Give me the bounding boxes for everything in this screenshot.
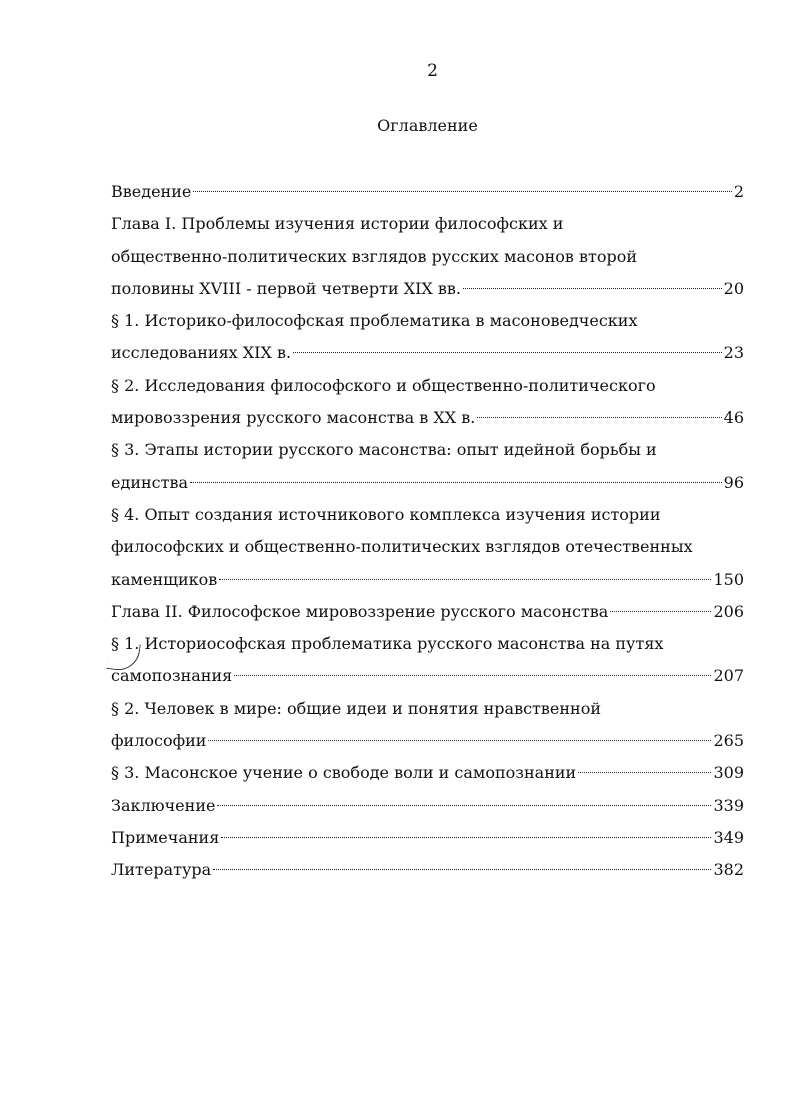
toc-entry-line: Глава I. Проблемы изучения истории философских и: [111, 214, 564, 234]
toc-entry[interactable]: [111, 434, 744, 499]
toc-entry-last-line: [111, 854, 744, 886]
toc-entry[interactable]: [111, 499, 744, 596]
toc-entry-last-line: [111, 467, 744, 499]
toc-entry-line: философских и общественно-политических взглядов отечественных: [111, 537, 693, 557]
toc-entry-line: § 2. Человек в мире: общие идеи и понятия нравственной: [111, 698, 601, 718]
toc-entry[interactable]: [111, 822, 744, 854]
toc-entry-title: мировоззрения русского масонства в XX в.: [111, 408, 476, 428]
toc-page-number: 150: [713, 569, 744, 589]
toc-entry[interactable]: [111, 305, 744, 370]
toc-page-number: 309: [713, 763, 744, 783]
table-of-contents: [111, 176, 744, 887]
toc-entry-title: философии: [111, 731, 207, 751]
toc-entry-last-line: [111, 822, 744, 854]
page-number: 2: [427, 61, 438, 81]
toc-entry-title: Заключение: [111, 795, 216, 815]
toc-page-number: 20: [723, 278, 744, 298]
toc-page-number: 349: [713, 827, 744, 847]
dot-leader: [293, 352, 722, 353]
toc-entry-line: § 3. Этапы истории русского масонства: опыт идейной борьбы и: [111, 440, 657, 460]
toc-entry-title: каменщиков: [111, 569, 218, 589]
toc-entry-title: исследованиях XIX в.: [111, 343, 292, 363]
dot-leader: [193, 191, 731, 192]
dot-leader: [217, 805, 711, 806]
toc-entry-line: общественно-политических взглядов русских масонов второй: [111, 246, 637, 266]
toc-entry-last-line: [111, 596, 744, 628]
toc-entry-last-line: [111, 402, 744, 434]
toc-entry-line: § 4. Опыт создания источникового комплекса изучения истории: [111, 504, 661, 524]
toc-entry-last-line: [111, 337, 744, 369]
toc-page-number: 265: [713, 731, 744, 751]
dot-leader: [463, 288, 722, 289]
dot-leader: [610, 611, 711, 612]
toc-entry-last-line: [111, 273, 744, 305]
toc-entry-title: Литература: [111, 860, 212, 880]
toc-entry-last-line: [111, 660, 744, 692]
toc-page-number: 206: [713, 601, 744, 621]
toc-entry[interactable]: [111, 628, 744, 693]
toc-page-number: 207: [713, 666, 744, 686]
toc-entry[interactable]: [111, 596, 744, 628]
toc-entry-title: единства: [111, 472, 189, 492]
toc-entry-last-line: [111, 757, 744, 789]
page-title: Оглавление: [377, 116, 478, 135]
dot-leader: [213, 869, 711, 870]
toc-entry[interactable]: [111, 693, 744, 758]
dot-leader: [477, 417, 721, 418]
toc-entry-last-line: [111, 725, 744, 757]
toc-entry-last-line: [111, 176, 744, 208]
dot-leader: [221, 837, 711, 838]
toc-page-number: 382: [713, 860, 744, 880]
toc-page-number: 96: [723, 472, 744, 492]
toc-entry-last-line: [111, 790, 744, 822]
dot-leader: [578, 772, 711, 773]
toc-page-number: 46: [723, 408, 744, 428]
toc-entry-title: § 3. Масонское учение о свободе воли и самопознании: [111, 763, 577, 783]
toc-entry-last-line: [111, 564, 744, 596]
toc-page-number: 339: [713, 795, 744, 815]
toc-entry-title: самопознания: [111, 666, 233, 686]
toc-entry-line: § 2. Исследования философского и общественно-политического: [111, 375, 656, 395]
toc-entry-title: Глава II. Философское мировоззрение русского масонства: [111, 601, 609, 621]
toc-page-number: 2: [733, 182, 744, 201]
toc-entry-line: § 1. Историко-философская проблематика в масоноведческих: [111, 311, 638, 331]
dot-leader: [190, 482, 722, 483]
toc-entry[interactable]: [111, 790, 744, 822]
toc-entry-title: Примечания: [111, 827, 220, 847]
toc-entry[interactable]: [111, 176, 744, 208]
dot-leader: [219, 579, 711, 580]
dot-leader: [208, 740, 711, 741]
toc-entry-line: § 1. Историософская проблематика русского масонства на путях: [111, 634, 664, 654]
toc-entry[interactable]: [111, 757, 744, 789]
toc-entry[interactable]: [111, 854, 744, 886]
toc-entry[interactable]: [111, 370, 744, 435]
toc-entry-title: половины XVIII - первой четверти XIX вв.: [111, 278, 462, 298]
toc-entry[interactable]: [111, 208, 744, 305]
toc-page-number: 23: [723, 343, 744, 363]
dot-leader: [234, 675, 711, 676]
toc-entry-title: Введение: [111, 182, 192, 201]
